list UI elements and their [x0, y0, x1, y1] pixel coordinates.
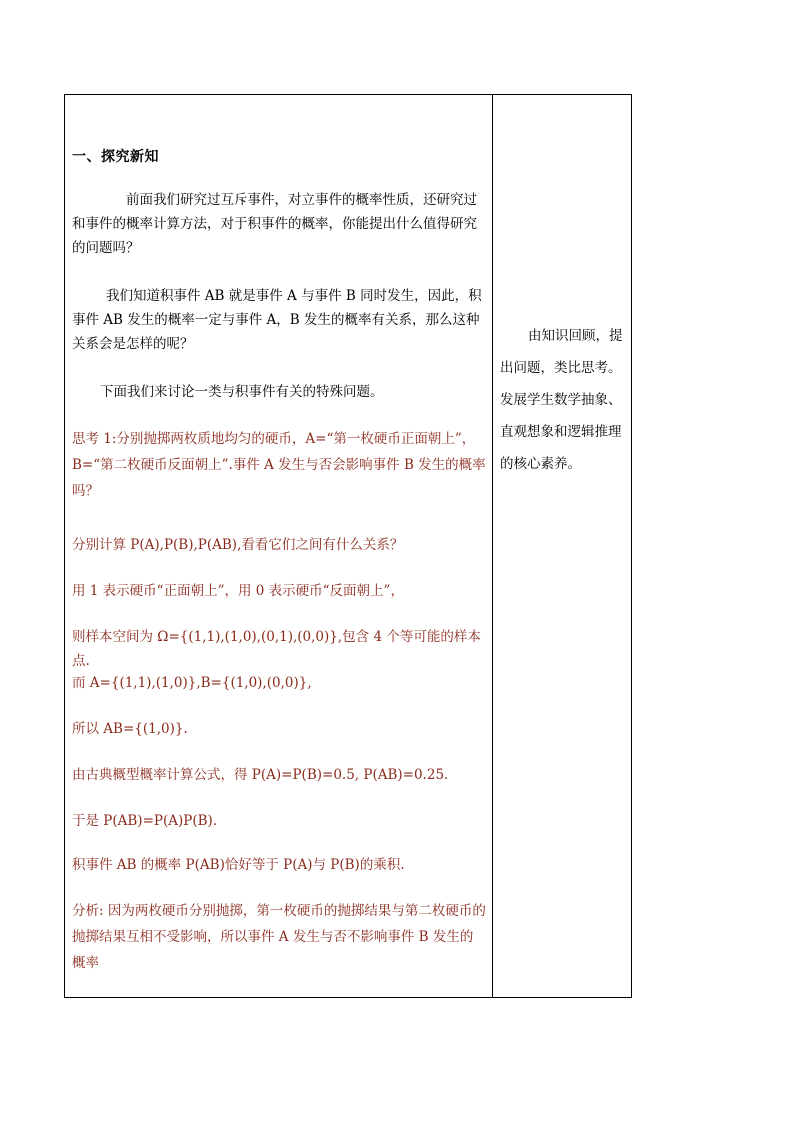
ab-line: 所以 AB={(1,0)}.: [72, 721, 188, 737]
classical-formula-line: 由古典概型概率计算公式，得 P(A)=P(B)=0.5, P(AB)=0.25.: [72, 767, 449, 783]
calc-prompt: 分别计算 P(A),P(B),P(AB),看看它们之间有什么关系？: [72, 537, 404, 553]
product-rule-line: 于是 P(AB)=P(A)P(B).: [72, 813, 218, 829]
column-divider: [492, 94, 493, 998]
encode-line: 用 1 表示硬币“正面朝上”，用 0 表示硬币“反面朝上”，: [72, 583, 404, 599]
analysis-paragraph: 分析: 因为两枚硬币分别抛掷，第一枚硬币的抛掷结果与第二枚硬币的抛掷结果互相不受影响，所以事件 A 发生与否不影响事件 B 发生的概率: [72, 903, 486, 971]
design-intent-note: 由知识回顾，提出问题，类比思考。发展学生数学抽象、直观想象和逻辑推理的核心素养。: [500, 328, 623, 472]
intro-paragraph-1: 前面我们研究过互斥事件，对立事件的概率性质，还研究过和事件的概率计算方法，对于积事件的概率，你能提出什么值得研究的问题吗？: [72, 192, 477, 256]
conclusion-line: 积事件 AB 的概率 P(AB)恰好等于 P(A)与 P(B)的乘积.: [72, 857, 405, 873]
events-line: 而 A={(1,1),(1,0)},B={(1,0),(0,0)},: [72, 675, 312, 691]
sample-space-line: 则样本空间为 Ω={(1,1),(1,0),(0,1),(0,0)},包含 4 个等可能的样本点.: [72, 629, 481, 669]
intro-paragraph-2: 我们知道积事件 AB 就是事件 A 与事件 B 同时发生，因此，积事件 AB 发生的概率一定与事件 A，B 发生的概率有关系，那么这种关系会是怎样的呢？: [72, 288, 482, 352]
section-title: 一、探究新知: [72, 149, 159, 165]
think-question: 思考 1:分别抛掷两枚质地均匀的硬币，A=“第一枚硬币正面朝上”，B=“第二枚硬币反面朝上”.事件 A 发生与否会影响事件 B 发生的概率吗？: [72, 431, 486, 499]
intro-paragraph-3: 下面我们来讨论一类与积事件有关的特殊问题。: [100, 384, 384, 400]
